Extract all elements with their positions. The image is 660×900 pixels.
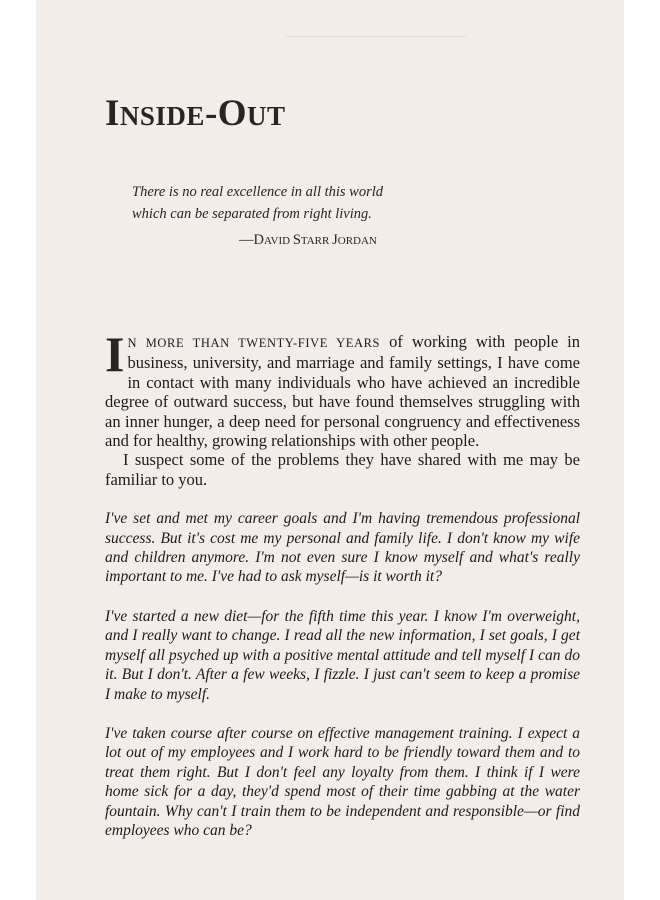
paragraph-1-text: of working with people in business, university, and marriage and family settings, I have come in contact with many individuals who have achieved an incredible degree of outward success, but have found themselves struggling with an inner hunger, a deep need for personal congruency and effectiveness and for healthy, growing relationships with other people. [105,332,580,451]
title-cap-o: O [217,93,248,134]
title-cap-i: I [105,93,120,134]
attribution-dash: — [239,232,254,248]
quote-2: I've started a new diet—for the fifth time this year. I know I'm overweight, and I really want to change. I read all the new information, I set goals, I get myself all psyched up with a positive mental attitude and tell myself I can do it. But I don't. After a few weeks, I fizzle. I just can't seem to keep a promise I make to myself. [105,607,580,703]
title-dash: - [204,93,218,134]
epigraph-line-1: There is no real excellence in all this world [132,184,384,200]
author-cap-s: S [292,232,301,248]
author-rest-david: AVID [263,235,293,247]
epigraph-attribution [239,232,377,249]
book-page [36,0,624,900]
bleed-through-line [286,36,466,37]
paragraph-2: I suspect some of the problems they have shared with me may be familiar to you. [105,450,580,489]
epigraph [132,181,422,225]
author-rest-jordan: ORDAN [337,235,377,247]
author-rest-starr: TARR [300,235,333,247]
author-cap-j: J [332,232,338,248]
lead-in-small-caps: N MORE THAN TWENTY-FIVE YEARS [127,336,381,350]
body-text [105,326,580,840]
chapter-title [105,92,286,135]
title-rest-out: UT [247,101,286,131]
drop-cap: I [105,326,125,382]
title-rest-inside: NSIDE [119,101,205,131]
quote-3: I've taken course after course on effective management training. I expect a lot out of my employees and I work hard to be friendly toward them and to treat them right. But I don't feel any loyalty from them. I think if I were home sick for a day, they'd spend most of their time gabbing at the water fountain. Why can't I train them to be independent and responsible—or find employees who can be? [105,724,580,839]
paragraph-1 [105,326,580,451]
quote-1: I've set and met my career goals and I'm having tremendous professional success. But it's cost me my personal and family life. I don't know my wife and children anymore. I'm not even sure I know myself and what's really important to me. I've had to ask myself—is it worth it? [105,510,580,586]
author-cap-d: D [253,232,264,248]
epigraph-line-2: which can be separated from right living. [132,206,372,222]
